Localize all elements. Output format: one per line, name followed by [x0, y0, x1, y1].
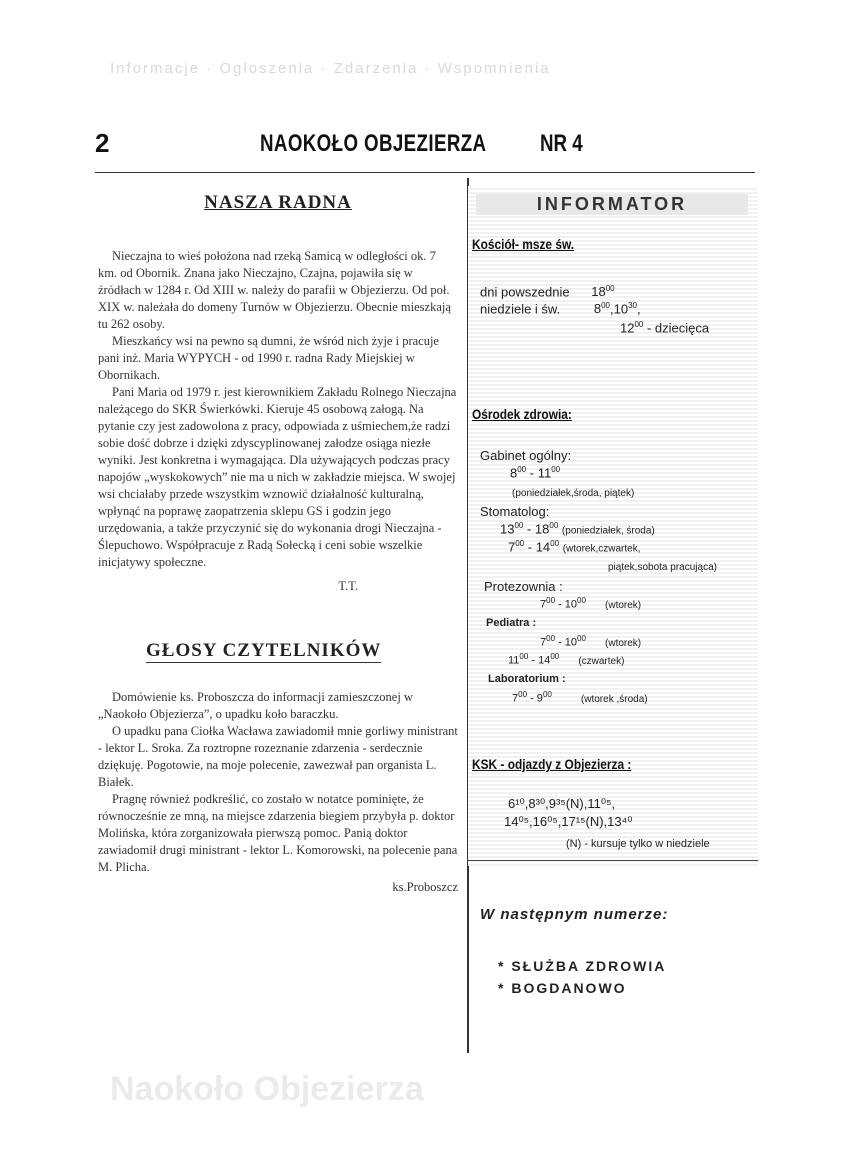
time-superscript: 00	[605, 284, 615, 293]
minute: 00	[546, 596, 556, 605]
dentist-days-3: piątek,sobota pracująca)	[608, 562, 717, 573]
sunday-label: niedziele i św.	[480, 301, 561, 317]
pediatrics-label: Pediatra :	[486, 617, 537, 629]
hour: 7	[540, 598, 547, 611]
article-paragraph: Pani Maria od 1979 r. jest kierownikiem Zakładu Rolnego Nieczajna należącego do SKR Świerkówki. Kieruje 45 osobową załogą. Na pytanie czy jest zadowolona z pracy, odpowiada z uśmiechem,że radzi sobie dość dobrze i dzięki zdyscyplinowanej załodze osiąga niezłe wyniki. Jest konkretna i wymagająca. Dla używających podczas pracy napojów „wyskokowych” nie ma u nich w zakładzie miejsca. W swojej wsi chciałaby przede wszystkim wznowić działalność kulturalną, wpłynąć na poprawę zaopatrzenia sklepu GS i godzin jego urzędowania, a także przyczynić się do wykonania drogi Nieczajna - Ślepuchowo. Współpracuje z Radą Sołecką i ceni sobie wszelkie inicjatywy społeczne.	[98, 385, 457, 569]
article-signature: T.T.	[338, 579, 358, 593]
minute: 00	[550, 652, 560, 661]
article-signature: ks.Proboszcz	[392, 880, 458, 894]
pediatrics-hours-1	[540, 634, 641, 649]
issue-number: NR 4	[540, 130, 583, 157]
next-issue-separator	[468, 860, 758, 861]
article-title: NASZA RADNA	[204, 192, 352, 213]
article-paragraph: O upadku pana Ciołka Wacława zawiadomił mnie gorliwy ministrant - lektor L. Sroka. Za roztropne rozeznanie zdarzenia - serdecznie dziękuję. Pogotowie, na moje polecenie, zawezwał pan organista L. Białek.	[98, 724, 458, 789]
minute: 00	[546, 634, 556, 643]
hour: 8	[510, 465, 518, 481]
newsletter-title: NAOKOŁO OBJEZIERZA	[260, 130, 487, 157]
minute: 00	[549, 521, 559, 530]
hour: - 10	[555, 598, 578, 611]
informator-panel	[468, 186, 758, 866]
time-superscript: 00	[601, 301, 610, 310]
prosthetics-hours	[540, 596, 641, 611]
minute: 00	[514, 521, 524, 530]
dentist-hours-2	[508, 539, 640, 554]
hour: - 10	[555, 636, 578, 649]
prosthetics-label: Protezownia :	[484, 579, 563, 594]
hour: 7	[508, 539, 516, 555]
informator-title: INFORMATOR	[476, 194, 748, 215]
days: (wtorek)	[605, 637, 642, 649]
next-issue-item: * BOGDANOWO	[498, 980, 627, 996]
bus-heading: KSK - odjazdy z Objezierza :	[472, 756, 632, 772]
minute: 00	[517, 465, 527, 474]
days: (wtorek,czwartek,	[562, 543, 641, 555]
days: (wtorek ,środa)	[580, 693, 648, 705]
minute: 00	[577, 596, 586, 605]
page-header	[95, 128, 755, 168]
bus-note: (N) - kursuje tylko w niedziele	[566, 838, 710, 850]
weekday-mass	[480, 284, 615, 299]
dentist-hours-1	[500, 521, 655, 536]
sunday-mass	[480, 301, 641, 316]
general-practice-hours	[510, 465, 560, 480]
children-mass	[620, 320, 709, 335]
hour: - 14	[524, 539, 551, 555]
bleed-through-top: Informacje · Ogłoszenia · Zdarzenia · Wspomnienia	[110, 60, 551, 77]
weekday-time: 18	[591, 284, 606, 300]
laboratory-hours	[512, 690, 648, 705]
sunday-comma: ,	[636, 301, 641, 317]
hour: 13	[500, 521, 515, 537]
sunday-time: 8	[593, 301, 602, 317]
article-paragraph: Nieczajna to wieś położona nad rzeką Samicą w odległości ok. 7 km. od Obornik. Znana jako Nieczajno, Czajna, pojawiła się w źródłach w 1284 r. Od XIII w. należy do parafii w Objezierzu. Od poł. XIX w. należała do domeny Turnów w Objezierzu. Obecnie mieszkają tu 262 osoby.	[98, 249, 451, 331]
next-issue-heading: W następnym numerze:	[480, 906, 669, 923]
laboratory-label: Laboratorium :	[488, 673, 566, 685]
minute: 00	[519, 652, 529, 661]
minute: 00	[515, 539, 525, 548]
church-heading: Kościół- msze św.	[472, 236, 575, 252]
pediatrics-hours-2	[508, 652, 624, 667]
header-rule	[95, 172, 755, 173]
article-paragraph: Pragnę również podkreślić, co zostało w notatce pominięte, że równocześnie ze mną, na miejsce zdarzenia biegiem przybyła p. doktor Molińska, która zorganizowała pierwszą pomoc. Panią doktor zawiadomił drugi ministrant - lektor L. Komorowski, na polecenie pana M. Plicha.	[98, 792, 458, 874]
hour: - 18	[523, 521, 550, 537]
hour: - 14	[528, 654, 551, 667]
hour: 7	[540, 636, 547, 649]
article-paragraph: Domówienie ks. Proboszcza do informacji zamieszczonej w „Naokoło Objezierza”, o upadku koło baraczku.	[98, 690, 413, 721]
bleed-through-bottom: Naokoło Objezierza	[110, 1070, 424, 1108]
sunday-time: 12	[620, 320, 635, 336]
article-paragraph: Mieszkańcy wsi na pewno są dumni, że wśród nich żyje i pracuje pani inż. Maria WYPYCH - od 1990 r. radna Rady Miejskiej w Obornikach.	[98, 334, 439, 382]
days: (czwartek)	[578, 655, 625, 667]
left-column	[98, 192, 458, 895]
minute: 00	[551, 465, 561, 474]
bus-times-2: 14⁰⁵,16⁰⁵,17¹⁵(N),13⁴⁰	[504, 814, 633, 829]
hour: - 9	[527, 692, 543, 705]
hour: 11	[508, 654, 520, 667]
dentist-label: Stomatolog:	[480, 504, 550, 519]
sunday-time: ,10	[609, 301, 629, 317]
time-superscript: 00	[634, 320, 644, 329]
minute: 00	[542, 690, 552, 699]
minute: 00	[577, 634, 586, 643]
minute: 00	[518, 690, 528, 699]
next-issue-item: * SŁUŻBA ZDROWIA	[498, 958, 667, 974]
minute: 00	[550, 539, 560, 548]
page-number: 2	[95, 128, 110, 158]
days: (wtorek)	[605, 599, 642, 611]
days: (poniedziałek, środa)	[561, 525, 655, 537]
bus-times-1: 6¹⁰,8³⁰,9³⁵(N),11⁰⁵,	[508, 796, 616, 811]
article-title: GŁOSY CZYTELNIKÓW	[146, 640, 382, 661]
children-note: - dziecięca	[643, 320, 710, 336]
hour: - 11	[526, 465, 552, 481]
time-superscript: 30	[628, 301, 637, 310]
general-practice-days: (poniedziałek,środa, piątek)	[512, 488, 635, 499]
hour: 7	[512, 692, 519, 705]
weekday-label: dni powszednie	[480, 284, 570, 300]
health-heading: Ośrodek zdrowia:	[472, 406, 572, 422]
general-practice-label: Gabinet ogólny:	[480, 448, 572, 463]
